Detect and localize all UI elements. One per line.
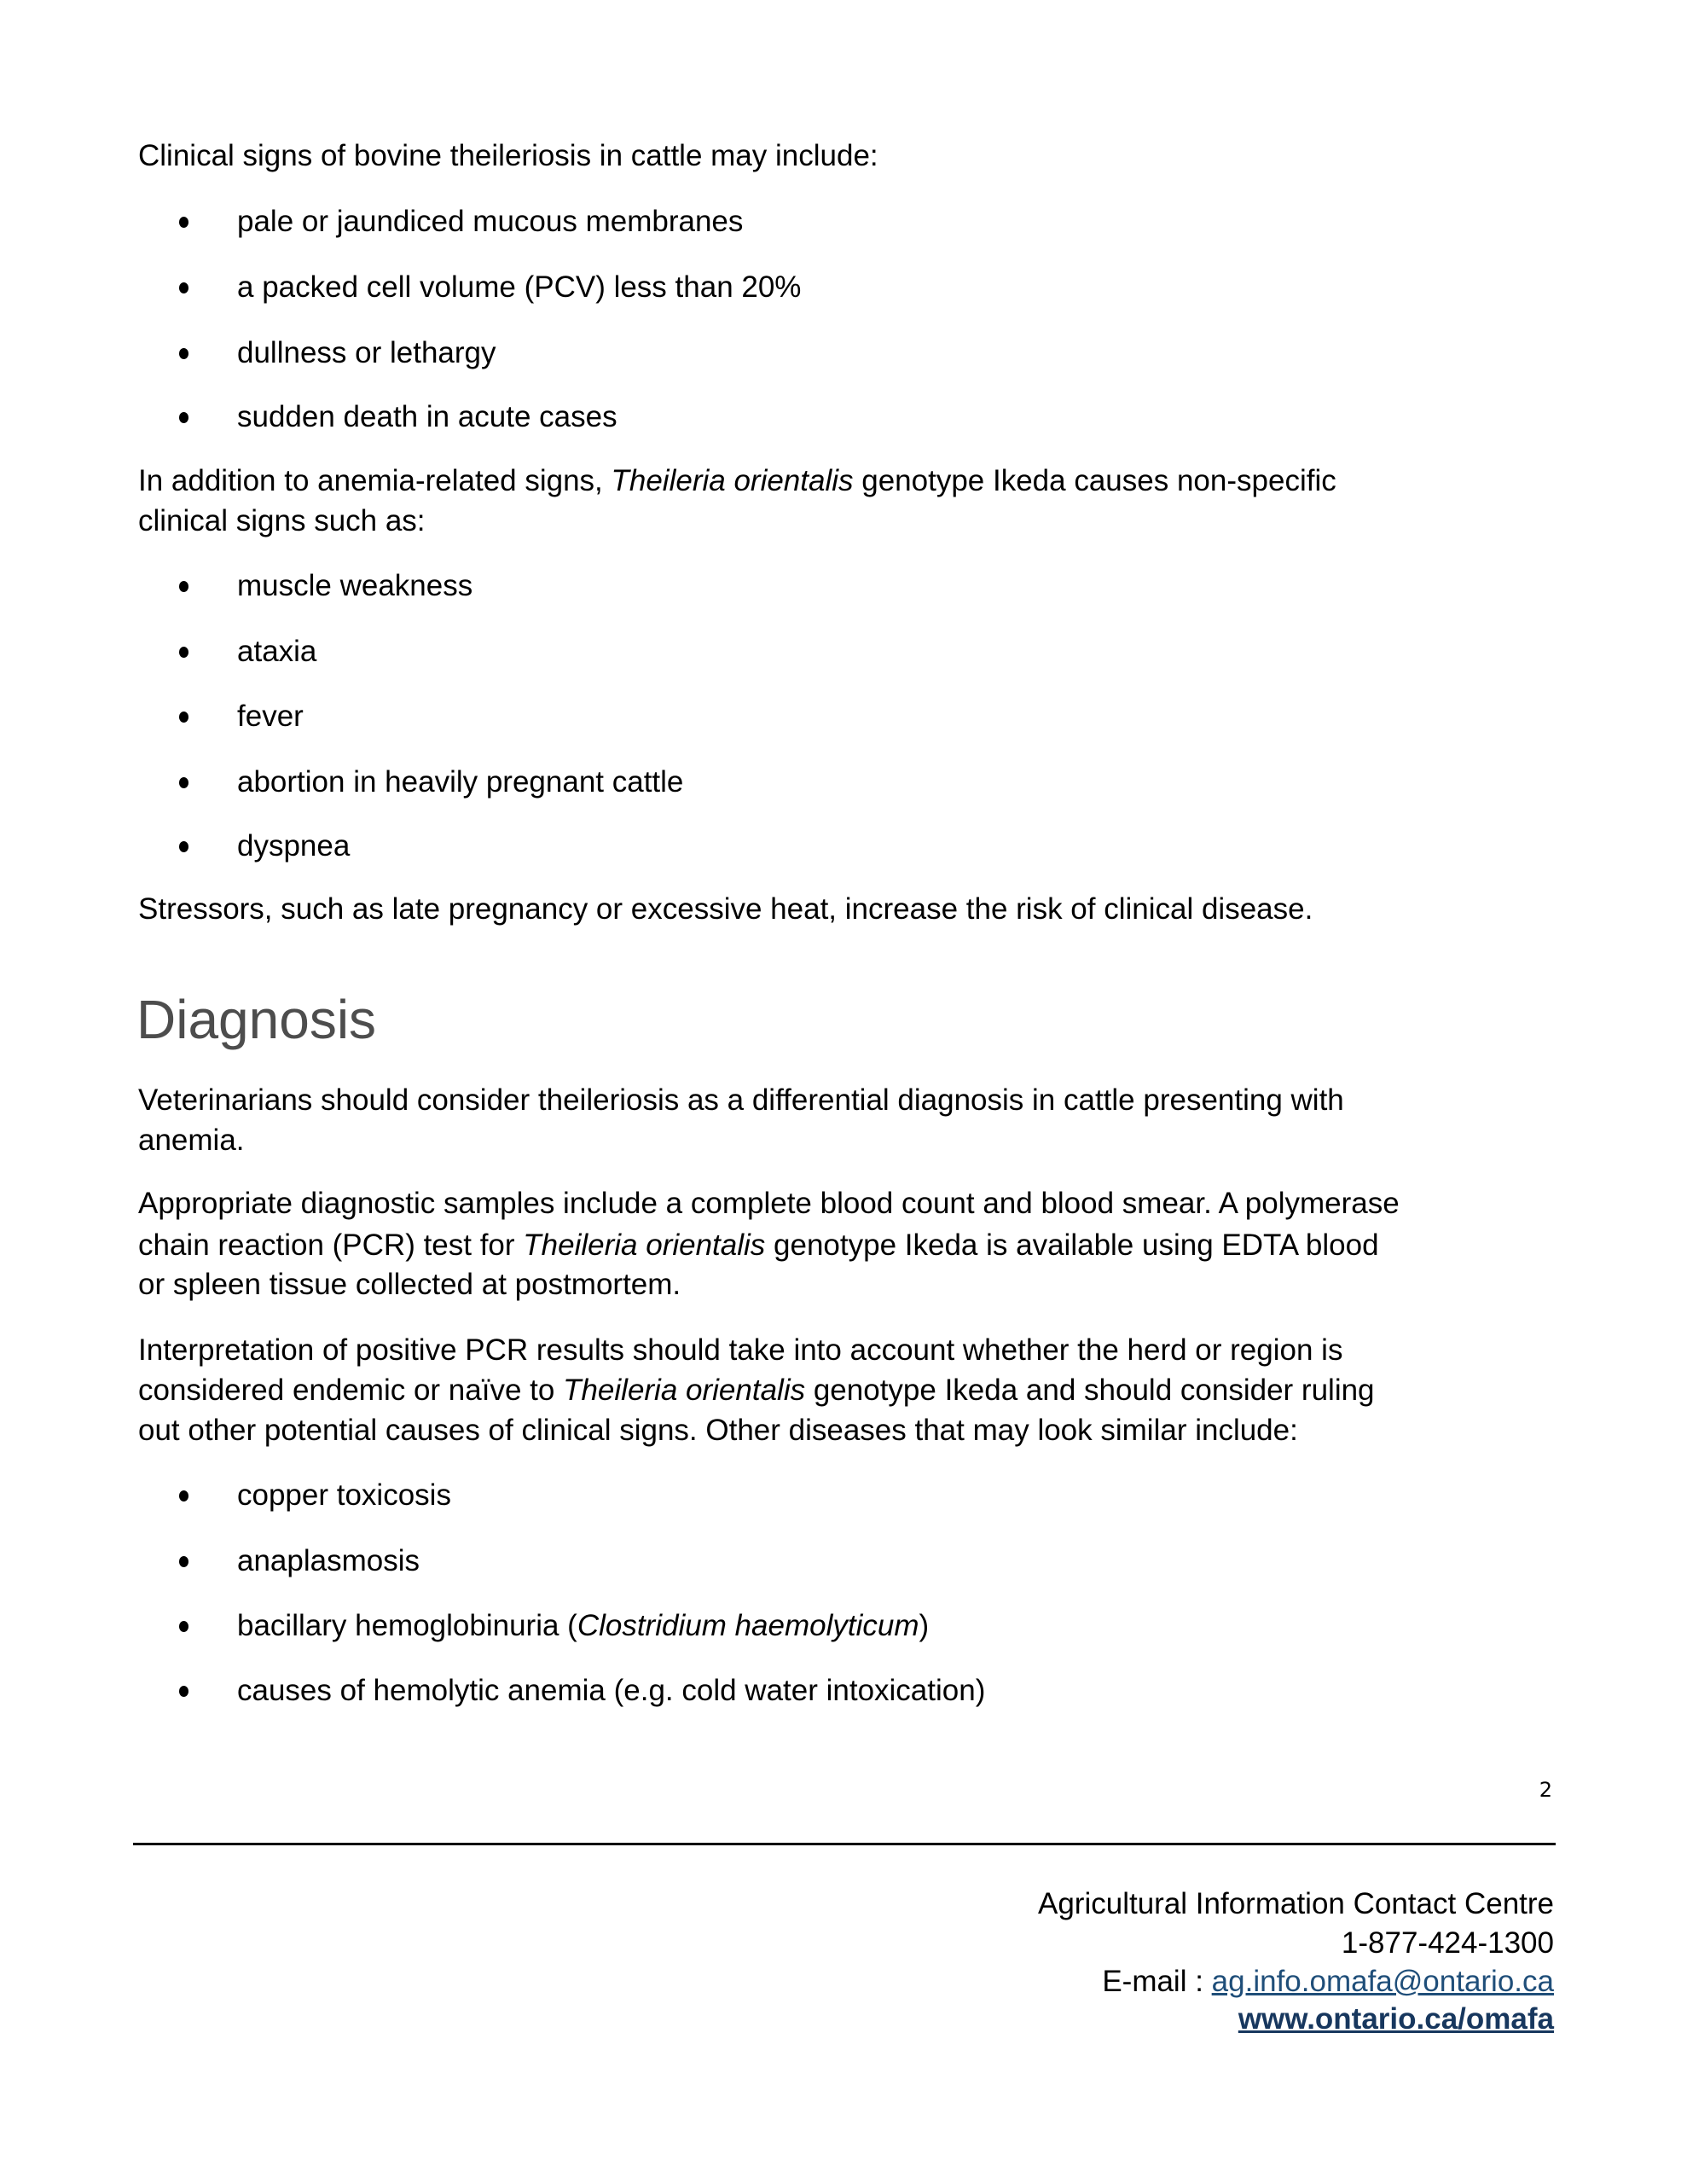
footer-website-line: [1238, 2002, 1554, 2036]
species-name: Theileria orientalis: [611, 464, 854, 497]
footer-divider: [133, 1843, 1556, 1845]
bullet-icon: [179, 777, 188, 788]
bullet-icon: [179, 841, 188, 852]
bullet-icon: [179, 1556, 188, 1567]
email-label: E-mail :: [1102, 1965, 1212, 1998]
page-number: 2: [1539, 1778, 1552, 1802]
bullet-icon: [179, 1686, 188, 1697]
addition-paragraph-line2: clinical signs such as:: [138, 504, 426, 537]
diagnosis-p3-line2: considered endemic or naïve to Theileria orientalis genotype Ikeda and should consider ruling: [138, 1374, 1375, 1407]
bullet-icon: [179, 1490, 188, 1502]
bullet-icon: [179, 348, 188, 359]
diagnosis-p2-line1: Appropriate diagnostic samples include a complete blood count and blood smear. A polymerase: [138, 1187, 1400, 1220]
species-name: Theileria orientalis: [563, 1374, 806, 1407]
bullet-icon: [179, 217, 188, 228]
bullet-icon: [179, 1621, 188, 1632]
diagnosis-p2-line2: chain reaction (PCR) test for Theileria orientalis genotype Ikeda is available using EDTA blood: [138, 1228, 1379, 1262]
diagnosis-p3-line3: out other potential causes of clinical signs. Other diseases that may look similar include:: [138, 1414, 1298, 1447]
intro-text: Clinical signs of bovine theileriosis in cattle may include:: [138, 139, 878, 172]
stressors-text: Stressors, such as late pregnancy or excessive heat, increase the risk of clinical disease.: [138, 892, 1313, 926]
section-heading-diagnosis: Diagnosis: [136, 989, 377, 1050]
bullet-icon: [179, 647, 188, 658]
footer-email-line: [1102, 1965, 1554, 1999]
diagnosis-p1-line1: Veterinarians should consider theileriosis as a differential diagnosis in cattle presenting with: [138, 1083, 1344, 1117]
footer-phone: 1-877-424-1300: [1341, 1926, 1554, 1960]
email-link[interactable]: ag.info.omafa@ontario.ca: [1211, 1965, 1554, 1998]
bullet-icon: [179, 712, 188, 723]
website-link[interactable]: www.ontario.ca/omafa: [1238, 2002, 1554, 2036]
species-name: Theileria orientalis: [523, 1228, 766, 1262]
diagnosis-p1-line2: anemia.: [138, 1124, 245, 1157]
diagnosis-p3-line1: Interpretation of positive PCR results should take into account whether the herd or region is: [138, 1333, 1343, 1367]
species-name: Clostridium haemolyticum: [577, 1609, 919, 1642]
diagnosis-p2-line3: or spleen tissue collected at postmortem.: [138, 1268, 681, 1301]
bullet-icon: [179, 282, 188, 293]
footer-org: Agricultural Information Contact Centre: [1038, 1887, 1554, 1920]
bullet-icon: [179, 581, 188, 592]
addition-paragraph-line1: In addition to anemia-related signs, Theileria orientalis genotype Ikeda causes non-specific: [138, 464, 1336, 497]
bullet-icon: [179, 412, 188, 423]
